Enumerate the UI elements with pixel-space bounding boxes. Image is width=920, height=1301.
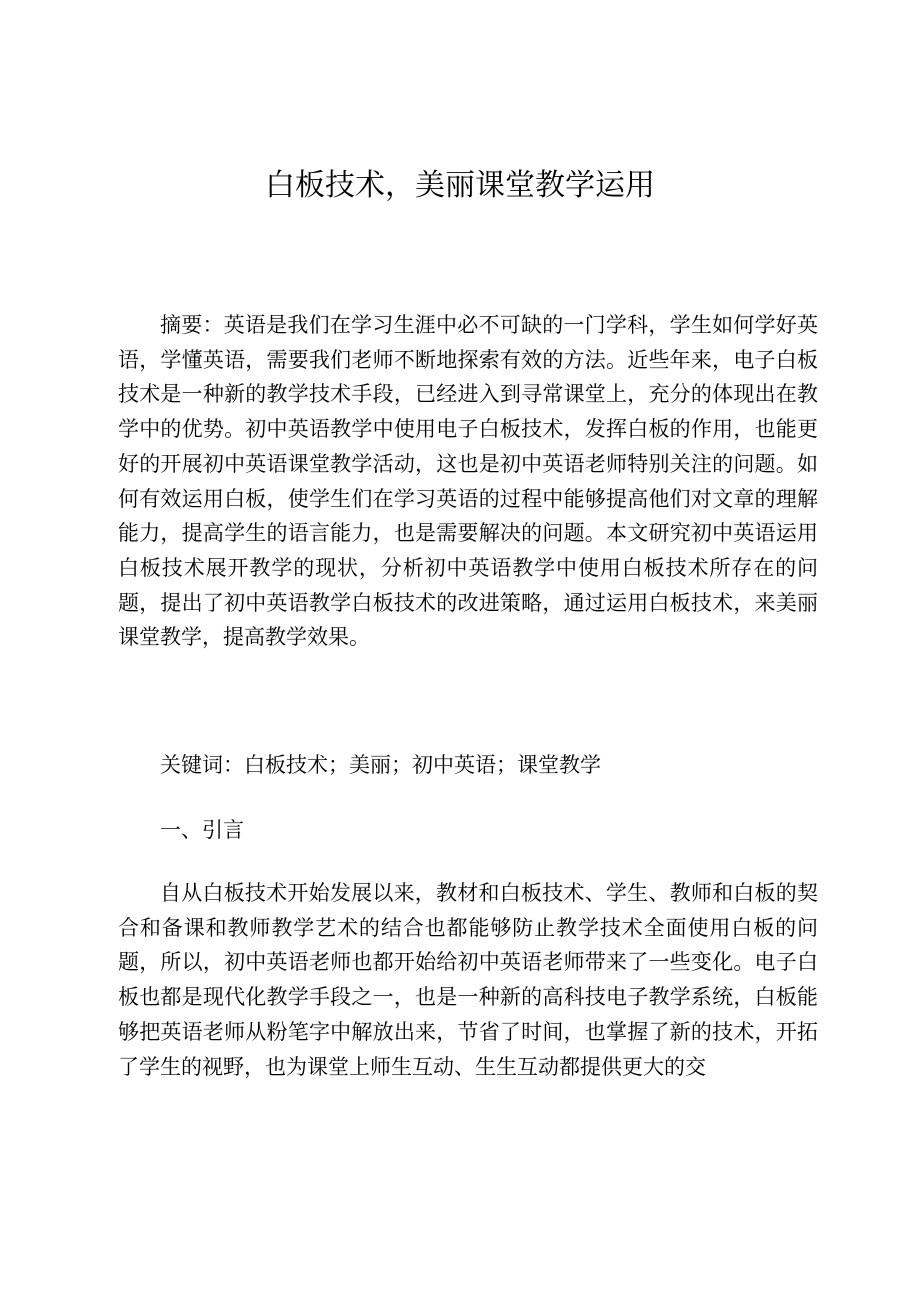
keywords-line: 关键词：白板技术；美丽；初中英语；课堂教学 bbox=[160, 753, 601, 777]
abstract-paragraph: 摘要：英语是我们在学习生涯中必不可缺的一门学科，学生如何学好英语，学懂英语，需要我们老师不断地探索有效的方法。近些年来，电子白板技术是一种新的教学技术手段，已经进入到寻常课堂上，充分的体现出在教学中的优势。初中英语教学中使用电子白板技术，发挥白板的作用，也能更好的开展初中英语课堂教学活动，这也是初中英语老师特别关注的问题。如何有效运用白板，使学生们在学习英语的过程中能够提高他们对文章的理解能力，提高学生的语言能力，也是需要解决的问题。本文研究初中英语运用白板技术展开教学的现状，分析初中英语教学中使用白板技术所存在的问题，提出了初中英语教学白板技术的改进策略，通过运用白板技术，来美丽课堂教学，提高教学效果。 bbox=[118, 313, 818, 650]
introduction-paragraph: 自从白板技术开始发展以来，教材和白板技术、学生、教师和白板的契合和备课和教师教学艺术的结合也都能够防止教学技术全面使用白板的问题，所以，初中英语老师也都开始给初中英语老师带来了一些变化。电子白板也都是现代化教学手段之一，也是一种新的高科技电子教学系统，白板能够把英语老师从粉笔字中解放出来，节省了时间，也掌握了新的技术，开拓了学生的视野，也为课堂上师生互动、生生互动都提供更大的交 bbox=[118, 881, 818, 1079]
document-title: 白板技术，美丽课堂教学运用 bbox=[265, 168, 655, 203]
section-heading-introduction: 一、引言 bbox=[160, 818, 244, 842]
